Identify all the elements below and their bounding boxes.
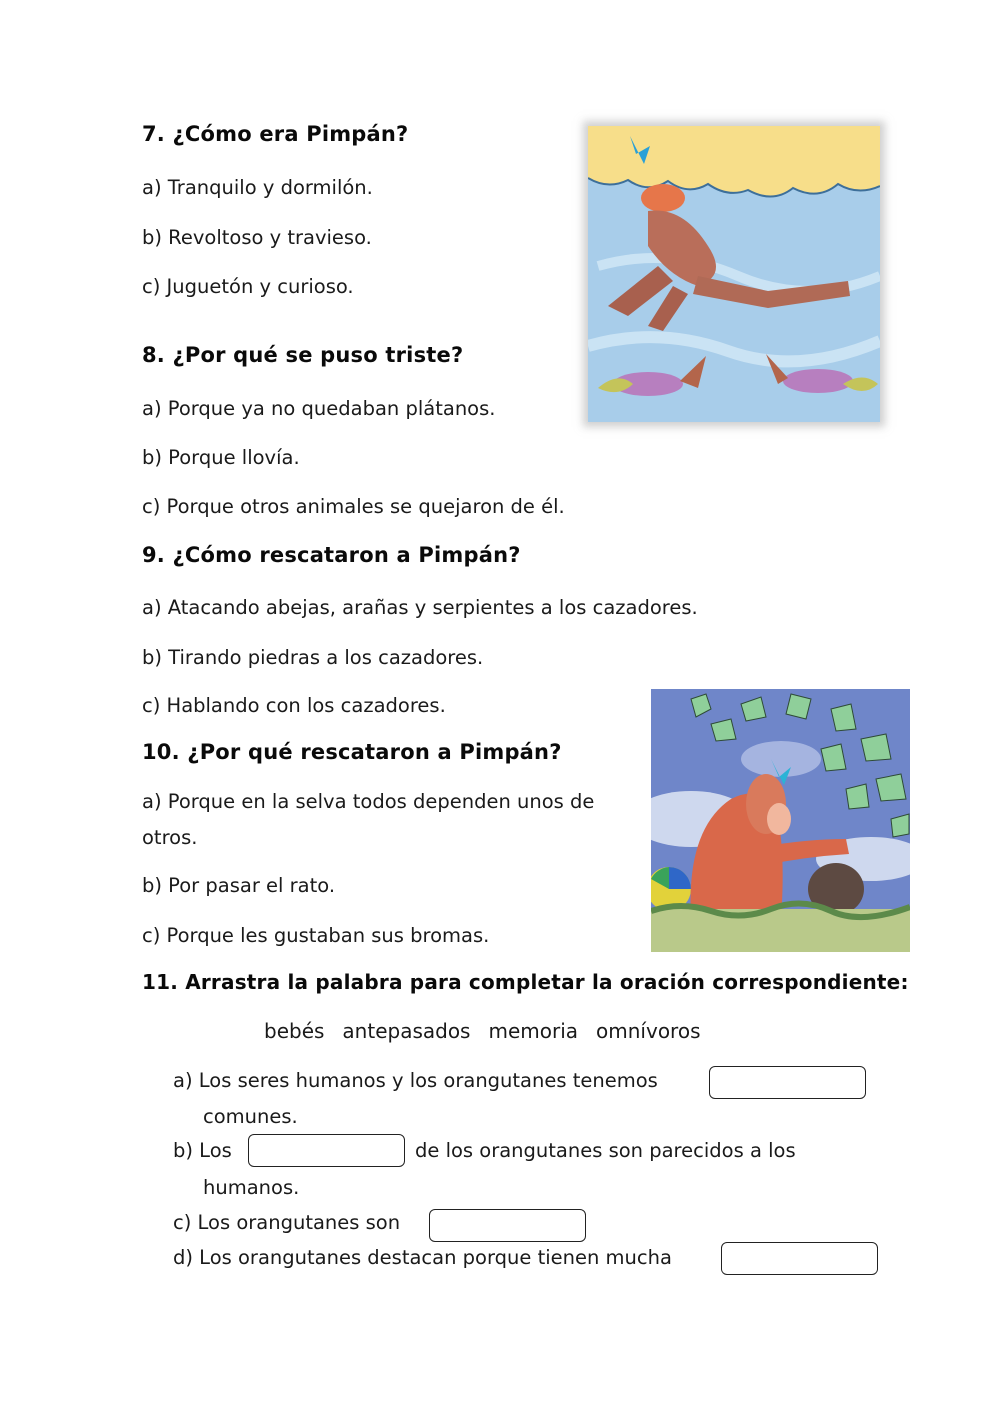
question-8-option-c[interactable]: c) Porque otros animales se quejaron de él.	[142, 495, 565, 518]
question-10-title: 10. ¿Por qué rescataron a Pimpán?	[142, 740, 562, 764]
sentence-b-continuation: humanos.	[203, 1176, 300, 1199]
question-7-option-a[interactable]: a) Tranquilo y dormilón.	[142, 176, 373, 199]
sentence-c-text: c) Los orangutanes son	[173, 1211, 401, 1234]
orangutan-mole-image	[651, 689, 910, 952]
question-7-option-b[interactable]: b) Revoltoso y travieso.	[142, 226, 372, 249]
sentence-b-text: b) Los	[173, 1139, 232, 1162]
question-10-option-b[interactable]: b) Por pasar el rato.	[142, 874, 336, 897]
sentence-a-text: a) Los seres humanos y los orangutanes tenemos	[173, 1069, 658, 1092]
question-9-option-c[interactable]: c) Hablando con los cazadores.	[142, 694, 446, 717]
draggable-word-bebes[interactable]: bebés	[264, 1019, 325, 1043]
question-8-option-a[interactable]: a) Porque ya no quedaban plátanos.	[142, 397, 496, 420]
drop-zone-a[interactable]	[709, 1066, 866, 1099]
drop-zone-b[interactable]	[248, 1134, 405, 1167]
drop-zone-c[interactable]	[429, 1209, 586, 1242]
exercise-11-title: 11. Arrastra la palabra para completar la oración correspondiente:	[142, 970, 909, 994]
sentence-d-text: d) Los orangutanes destacan porque tienen mucha	[173, 1246, 672, 1269]
draggable-word-antepasados[interactable]: antepasados	[342, 1019, 471, 1043]
sentence-a-continuation: comunes.	[203, 1105, 298, 1128]
word-bank	[260, 1019, 705, 1043]
draggable-word-omnivoros[interactable]: omnívoros	[596, 1019, 701, 1043]
drop-zone-d[interactable]	[721, 1242, 878, 1275]
question-7-option-c[interactable]: c) Juguetón y curioso.	[142, 275, 354, 298]
question-8-title: 8. ¿Por qué se puso triste?	[142, 343, 464, 367]
question-9-option-b[interactable]: b) Tirando piedras a los cazadores.	[142, 646, 484, 669]
illustration-orangutan-and-mole	[651, 689, 910, 952]
draggable-word-memoria[interactable]: memoria	[488, 1019, 579, 1043]
question-10-option-a[interactable]: a) Porque en la selva todos dependen unos de otros.	[142, 790, 595, 849]
question-9-title: 9. ¿Cómo rescataron a Pimpán?	[142, 543, 521, 567]
question-8-option-b[interactable]: b) Porque llovía.	[142, 446, 300, 469]
illustration-swimming-orangutan	[588, 126, 880, 422]
sentence-b-after: de los orangutanes son parecidos a los	[415, 1139, 796, 1162]
question-7-title: 7. ¿Cómo era Pimpán?	[142, 122, 409, 146]
question-9-option-a[interactable]: a) Atacando abejas, arañas y serpientes a los cazadores.	[142, 596, 698, 619]
swimming-orangutan-image	[588, 126, 880, 422]
question-10-option-c[interactable]: c) Porque les gustaban sus bromas.	[142, 924, 490, 947]
